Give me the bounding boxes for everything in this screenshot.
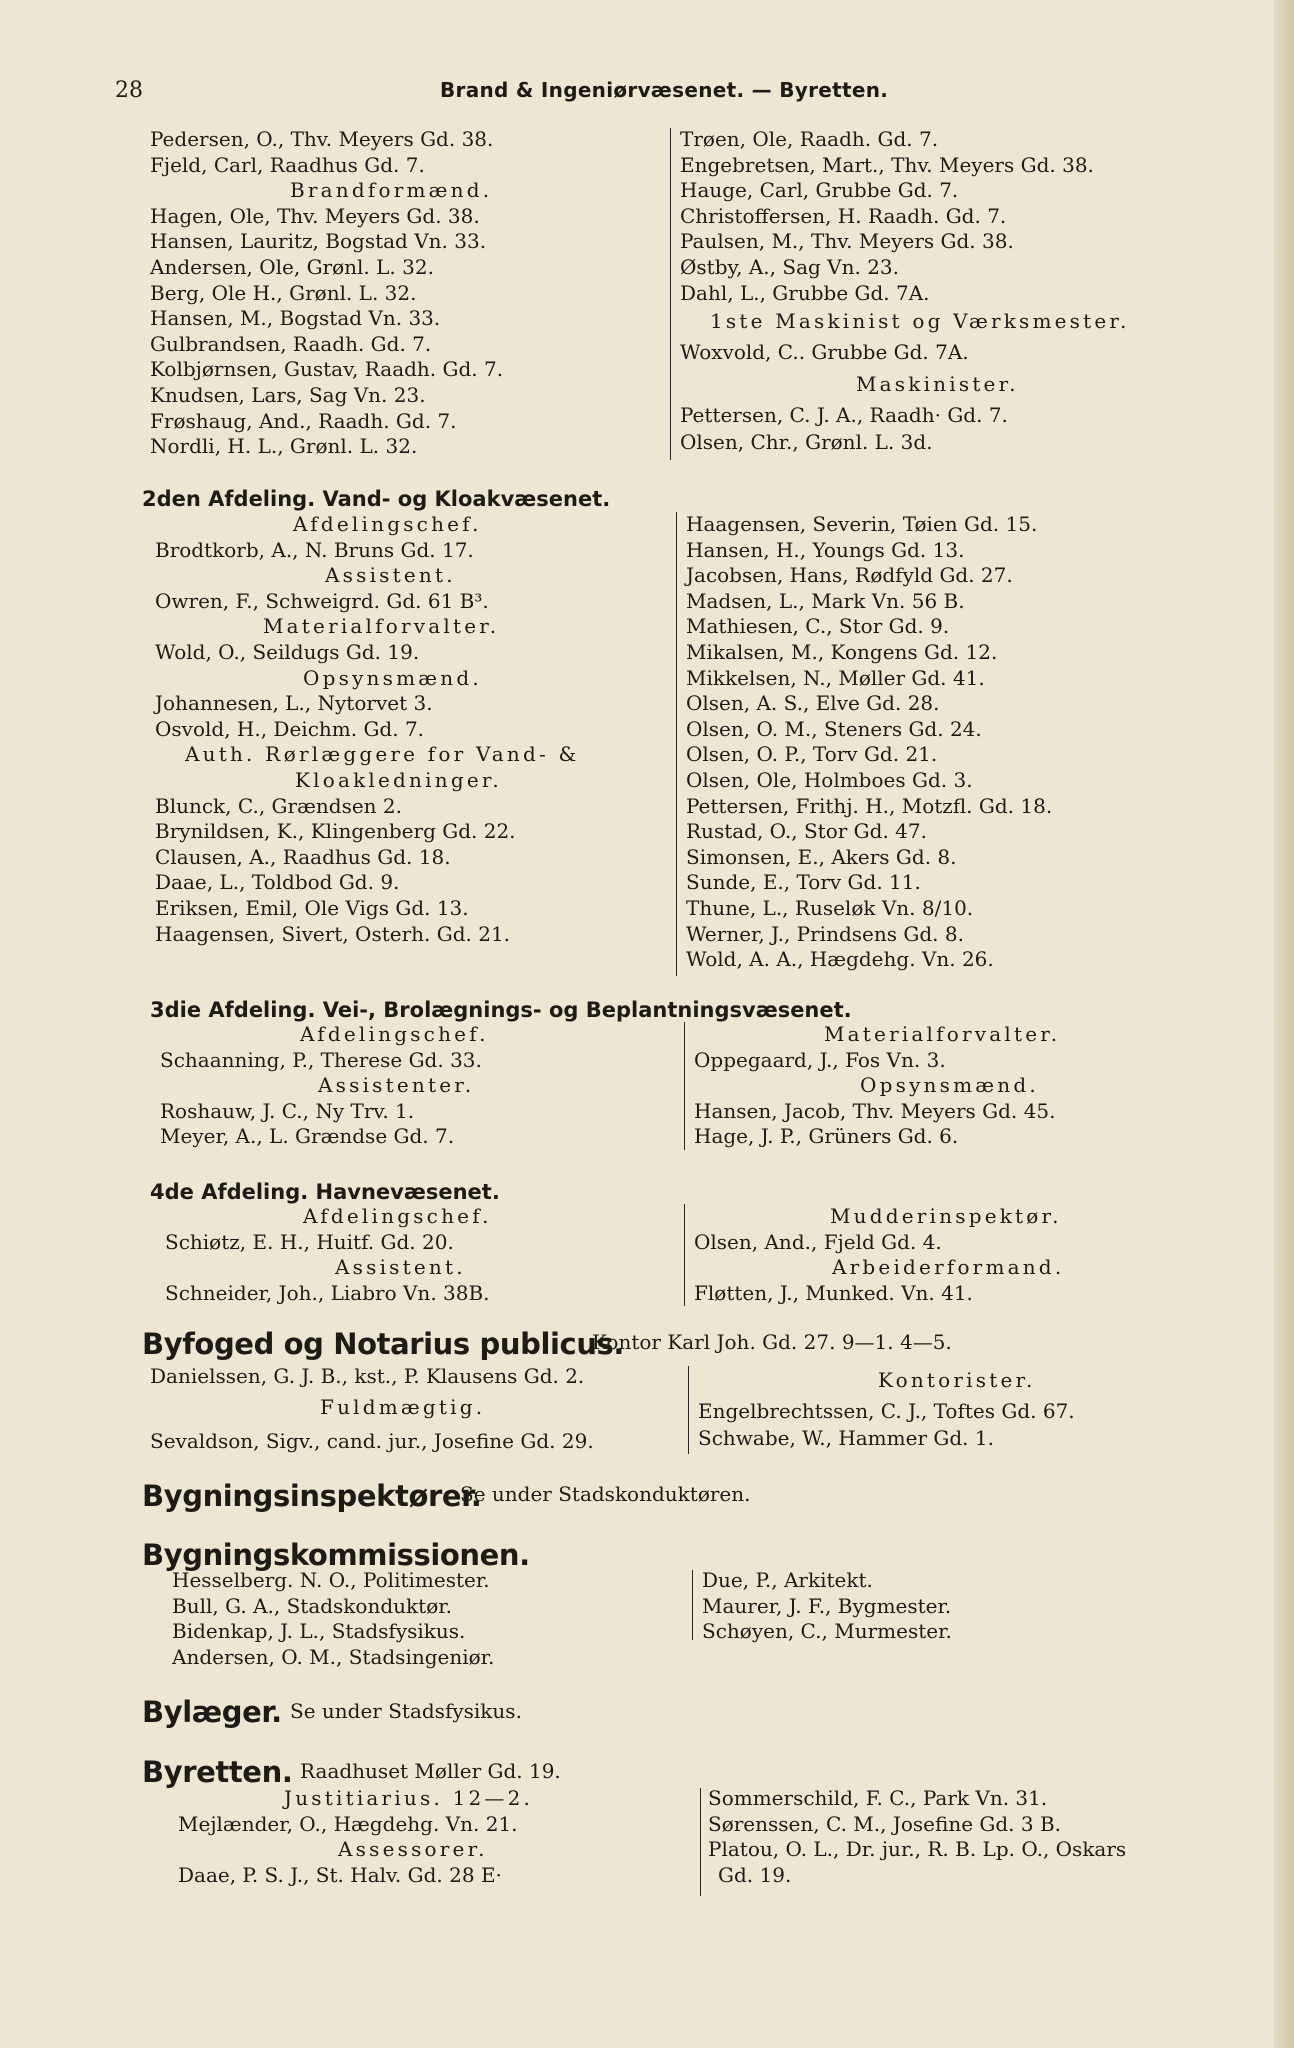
role-heading: Assistent. bbox=[325, 563, 456, 588]
entry: Paulsen, M., Thv. Meyers Gd. 38. bbox=[680, 229, 1014, 254]
byfoged-right-column bbox=[698, 1364, 1075, 1452]
column-rule bbox=[670, 128, 671, 460]
entry: Olsen, A. S., Elve Gd. 28. bbox=[686, 691, 940, 716]
entry: Sunde, E., Torv Gd. 11. bbox=[686, 870, 921, 895]
entry: Sevaldson, Sigv., cand. jur., Josefine Gd. 29. bbox=[150, 1428, 594, 1453]
afd4-right-column bbox=[694, 1204, 1064, 1306]
column-rule bbox=[684, 1022, 685, 1150]
column-rule bbox=[676, 512, 677, 976]
entry: Knudsen, Lars, Sag Vn. 23. bbox=[150, 382, 426, 407]
entry: Østby, A., Sag Vn. 23. bbox=[680, 254, 900, 279]
entry: Frøshaug, And., Raadh. Gd. 7. bbox=[150, 408, 457, 433]
entry: Maurer, J. F., Bygmester. bbox=[702, 1593, 952, 1618]
entry: Olsen, And., Fjeld Gd. 4. bbox=[694, 1229, 942, 1254]
afd3-left-column bbox=[160, 1022, 489, 1150]
entry: Pedersen, O., Thv. Meyers Gd. 38. bbox=[150, 127, 494, 151]
byfoged-left-column bbox=[150, 1364, 594, 1458]
entry: Mathiesen, C., Stor Gd. 9. bbox=[686, 614, 950, 639]
entry: Haagensen, Severin, Tøien Gd. 15. bbox=[686, 512, 1038, 536]
afd4-left-column bbox=[165, 1204, 492, 1306]
entry: Osvold, H., Deichm. Gd. 7. bbox=[155, 716, 425, 741]
entry: Engelbrechtssen, C. J., Toftes Gd. 67. bbox=[698, 1399, 1075, 1423]
entry: Meyer, A., L. Grændse Gd. 7. bbox=[160, 1124, 455, 1149]
entry: Sommerschild, F. C., Park Vn. 31. bbox=[708, 1786, 1048, 1810]
entry: Schwabe, W., Hammer Gd. 1. bbox=[698, 1426, 994, 1450]
entry: Schøyen, C., Murmester. bbox=[702, 1619, 952, 1644]
entry: Danielssen, G. J. B., kst., P. Klausens Gd. 2. bbox=[150, 1364, 585, 1388]
entry: Schneider, Joh., Liabro Vn. 38B. bbox=[165, 1280, 490, 1305]
entry: Due, P., Arkitekt. bbox=[702, 1568, 873, 1592]
entry: Hansen, Lauritz, Bogstad Vn. 33. bbox=[150, 229, 487, 254]
afd2-right-column bbox=[686, 512, 1052, 973]
bygningskommissionen-right-column bbox=[702, 1568, 952, 1645]
role-heading: 1ste Maskinist og Værksmester. bbox=[710, 309, 1130, 334]
entry: Werner, J., Prindsens Gd. 8. bbox=[686, 921, 964, 946]
entry: Pettersen, Frithj. H., Motzfl. Gd. 18. bbox=[686, 793, 1053, 818]
role-heading: Afdelingschef. bbox=[303, 1204, 492, 1228]
byretten-address: Raadhuset Møller Gd. 19. bbox=[300, 1759, 561, 1783]
role-heading: Kloakledninger. bbox=[295, 767, 502, 792]
entry: Schiøtz, E. H., Huitf. Gd. 20. bbox=[165, 1229, 454, 1254]
column-rule bbox=[700, 1788, 701, 1896]
role-heading: Justitiarius. 12—2. bbox=[284, 1786, 534, 1810]
entry: Brynildsen, K., Klingenberg Gd. 22. bbox=[155, 819, 516, 844]
entry: Bidenkap, J. L., Stadsfysikus. bbox=[172, 1619, 466, 1644]
entry: Fløtten, J., Munked. Vn. 41. bbox=[694, 1280, 973, 1305]
section-heading-bylaeger: Bylæger. bbox=[142, 1695, 282, 1729]
entry: Brodtkorb, A., N. Bruns Gd. 17. bbox=[155, 537, 474, 562]
column-rule bbox=[688, 1366, 689, 1454]
entry: Engebretsen, Mart., Thv. Meyers Gd. 38. bbox=[680, 152, 1094, 177]
entry: Hansen, Jacob, Thv. Meyers Gd. 45. bbox=[694, 1098, 1056, 1123]
entry: Clausen, A., Raadhus Gd. 18. bbox=[155, 844, 451, 869]
entry: Mikkelsen, N., Møller Gd. 41. bbox=[686, 665, 985, 690]
entry: Olsen, O. M., Steners Gd. 24. bbox=[686, 716, 982, 741]
entry: Fjeld, Carl, Raadhus Gd. 7. bbox=[150, 152, 425, 177]
bygningskommissionen-left-column bbox=[172, 1568, 494, 1670]
entry: Owren, F., Schweigrd. Gd. 61 B³. bbox=[155, 588, 489, 613]
role-heading: Assistent. bbox=[335, 1255, 466, 1280]
brand-left-column bbox=[150, 127, 503, 460]
entry: Pettersen, C. J. A., Raadh· Gd. 7. bbox=[680, 403, 1008, 428]
column-rule bbox=[684, 1204, 685, 1306]
role-heading: Arbeiderformand. bbox=[832, 1255, 1065, 1280]
role-heading: Afdelingschef. bbox=[300, 1022, 489, 1046]
role-heading: Materialforvalter. bbox=[263, 614, 500, 639]
section-heading-bygningskommissionen: Bygningskommissionen. bbox=[142, 1538, 530, 1572]
brand-right-column bbox=[680, 127, 1130, 456]
entry: Johannesen, L., Nytorvet 3. bbox=[155, 691, 433, 716]
entry: Madsen, L., Mark Vn. 56 B. bbox=[686, 588, 965, 613]
role-heading: Assistenter. bbox=[318, 1073, 475, 1098]
entry: Hagen, Ole, Thv. Meyers Gd. 38. bbox=[150, 203, 480, 228]
byretten-left-column bbox=[178, 1786, 533, 1888]
entry: Nordli, H. L., Grønl. L. 32. bbox=[150, 434, 418, 459]
entry: Olsen, Ole, Holmboes Gd. 3. bbox=[686, 767, 973, 792]
entry: Trøen, Ole, Raadh. Gd. 7. bbox=[680, 127, 939, 151]
entry: Daae, L., Toldbod Gd. 9. bbox=[155, 870, 400, 895]
entry: Oppegaard, J., Fos Vn. 3. bbox=[694, 1047, 946, 1072]
role-heading: Auth. Rørlæggere for Vand- & bbox=[185, 742, 580, 767]
role-heading: Opsynsmænd. bbox=[860, 1073, 1039, 1098]
entry: Hage, J. P., Grüners Gd. 6. bbox=[694, 1124, 959, 1149]
entry: Wold, A. A., Hægdehg. Vn. 26. bbox=[686, 947, 994, 972]
role-heading: Fuldmægtig. bbox=[320, 1394, 486, 1419]
entry: Hesselberg. N. O., Politimester. bbox=[172, 1568, 490, 1592]
entry: Woxvold, C.. Grubbe Gd. 7A. bbox=[680, 340, 969, 365]
role-heading: Materialforvalter. bbox=[824, 1022, 1061, 1046]
section-heading-byfoged: Byfoged og Notarius publicus. bbox=[142, 1327, 625, 1361]
bylaeger-reference: Se under Stadsfysikus. bbox=[290, 1699, 522, 1723]
bygningsinspektorer-reference: Se under Stadskonduktøren. bbox=[460, 1482, 751, 1506]
entry: Kolbjørnsen, Gustav, Raadh. Gd. 7. bbox=[150, 357, 504, 382]
entry: Blunck, C., Grændsen 2. bbox=[155, 793, 402, 818]
role-heading: Mudderinspektør. bbox=[830, 1204, 1062, 1228]
entry: Eriksen, Emil, Ole Vigs Gd. 13. bbox=[155, 895, 469, 920]
section-heading-afd2: 2den Afdeling. Vand- og Kloakvæsenet. bbox=[142, 487, 611, 511]
entry: Dahl, L., Grubbe Gd. 7A. bbox=[680, 280, 930, 305]
entry: Christoffersen, H. Raadh. Gd. 7. bbox=[680, 203, 1007, 228]
entry: Gulbrandsen, Raadh. Gd. 7. bbox=[150, 331, 432, 356]
entry: Roshauw, J. C., Ny Trv. 1. bbox=[160, 1098, 415, 1123]
entry-continuation: Gd. 19. bbox=[718, 1862, 792, 1887]
entry: Jacobsen, Hans, Rødfyld Gd. 27. bbox=[686, 563, 1013, 588]
entry: Platou, O. L., Dr. jur., R. B. Lp. O., Oskars bbox=[708, 1837, 1127, 1862]
byfoged-office-info: Kontor Karl Joh. Gd. 27. 9—1. 4—5. bbox=[592, 1330, 952, 1354]
entry: Sørenssen, C. M., Josefine Gd. 3 B. bbox=[708, 1811, 1062, 1836]
afd2-left-column bbox=[155, 512, 579, 947]
afd3-right-column bbox=[694, 1022, 1060, 1150]
column-rule bbox=[692, 1570, 693, 1640]
role-heading: Opsynsmænd. bbox=[303, 665, 482, 690]
entry: Bull, G. A., Stadskonduktør. bbox=[172, 1593, 452, 1618]
entry: Andersen, O. M., Stadsingeniør. bbox=[172, 1644, 495, 1669]
entry: Schaanning, P., Therese Gd. 33. bbox=[160, 1047, 482, 1072]
role-heading: Afdelingschef. bbox=[293, 512, 482, 536]
entry: Thune, L., Ruseløk Vn. 8/10. bbox=[686, 895, 974, 920]
section-heading-bygningsinspektorer: Bygningsinspektører. bbox=[142, 1479, 482, 1513]
entry: Rustad, O., Stor Gd. 47. bbox=[686, 819, 927, 844]
role-heading: Brandformænd. bbox=[290, 178, 493, 203]
page-edge bbox=[1274, 0, 1294, 2048]
entry: Mikalsen, M., Kongens Gd. 12. bbox=[686, 639, 998, 664]
role-heading: Maskinister. bbox=[856, 372, 1019, 397]
entry: Olsen, Chr., Grønl. L. 3d. bbox=[680, 430, 933, 455]
role-heading: Kontorister. bbox=[878, 1368, 1036, 1392]
entry: Daae, P. S. J., St. Halv. Gd. 28 E· bbox=[178, 1862, 502, 1887]
section-heading-byretten: Byretten. bbox=[142, 1755, 293, 1789]
running-head: Brand & Ingeniørvæsenet. — Byretten. bbox=[440, 78, 889, 102]
section-heading-afd4: 4de Afdeling. Havnevæsenet. bbox=[150, 1180, 500, 1204]
entry: Hansen, M., Bogstad Vn. 33. bbox=[150, 306, 441, 331]
entry: Hansen, H., Youngs Gd. 13. bbox=[686, 537, 965, 562]
entry: Haagensen, Sivert, Osterh. Gd. 21. bbox=[155, 921, 511, 946]
byretten-right-column bbox=[708, 1786, 1126, 1888]
entry: Wold, O., Seildugs Gd. 19. bbox=[155, 639, 420, 664]
entry: Olsen, O. P., Torv Gd. 21. bbox=[686, 742, 938, 767]
entry: Berg, Ole H., Grønl. L. 32. bbox=[150, 280, 417, 305]
entry: Hauge, Carl, Grubbe Gd. 7. bbox=[680, 178, 959, 203]
page-number: 28 bbox=[115, 78, 143, 103]
section-heading-afd3: 3die Afdeling. Vei-, Brolægnings- og Beplantningsvæsenet. bbox=[150, 998, 852, 1022]
role-heading: Assessorer. bbox=[338, 1837, 488, 1862]
entry: Andersen, Ole, Grønl. L. 32. bbox=[150, 254, 434, 279]
entry: Simonsen, E., Akers Gd. 8. bbox=[686, 844, 957, 869]
entry: Mejlænder, O., Hægdehg. Vn. 21. bbox=[178, 1811, 518, 1836]
